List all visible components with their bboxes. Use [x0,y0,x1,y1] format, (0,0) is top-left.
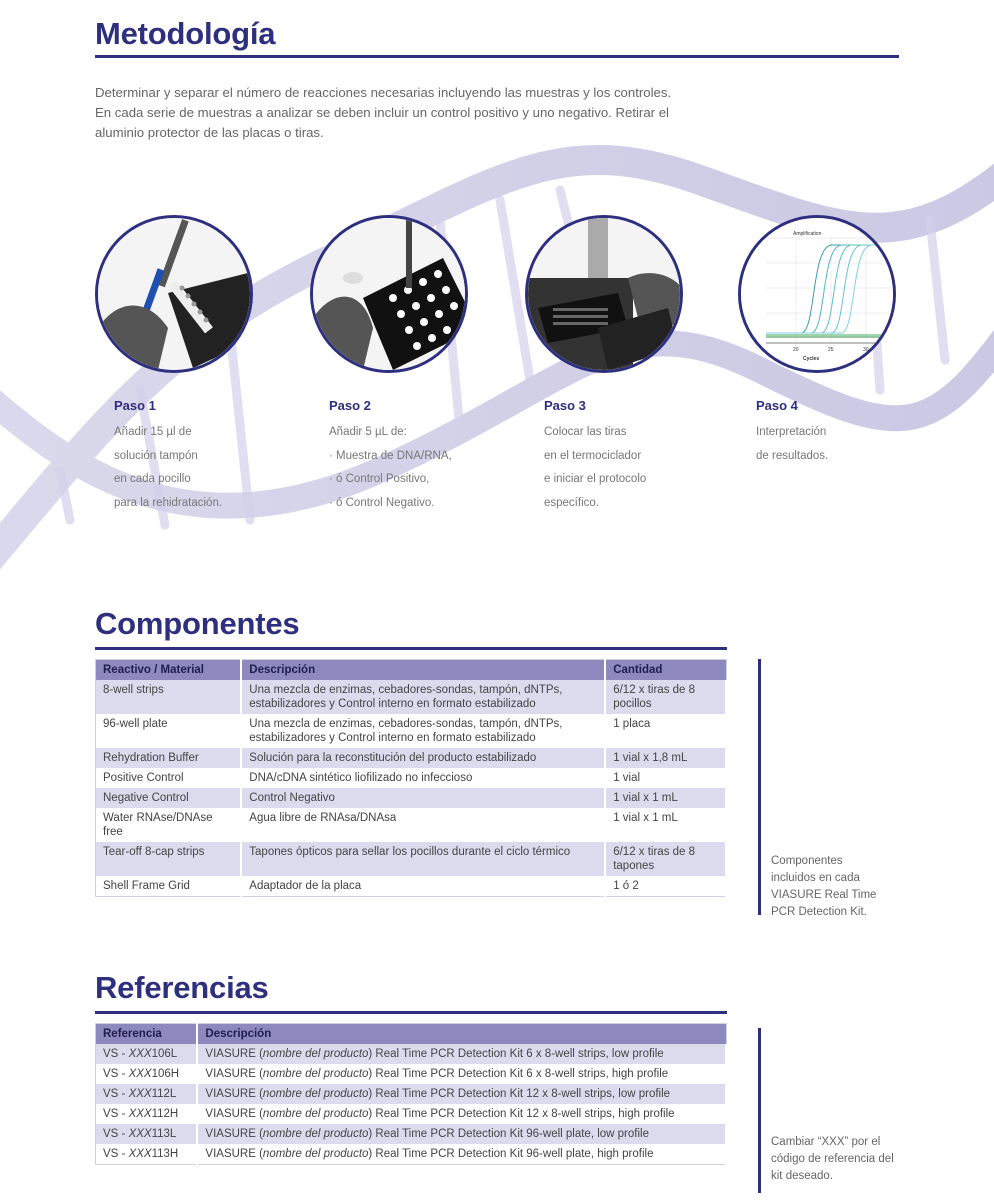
cell-referencia [96,1124,198,1144]
table-row [96,768,727,788]
cell-cantidad: 6/12 x tiras de 8 tapones [605,842,726,876]
ref-brand: VIASURE ( [205,1128,263,1140]
step2-illustration [310,215,468,373]
table-row [96,714,727,748]
step-title: Paso 3 [544,398,586,413]
ref-product: nombre del producto [262,1108,369,1120]
chart-xlabel: Cycles [803,356,820,362]
step-title: Paso 2 [329,398,371,413]
table-row [96,788,727,808]
cell-referencia [96,1104,198,1124]
componentes-rule [95,647,727,650]
ref-code: XXX [128,1068,152,1080]
cell-descripcion: Solución para la reconstitución del producto estabilizado [241,748,605,768]
ref-prefix: VS - [103,1128,129,1140]
cell-referencia [96,1044,198,1064]
referencias-rule [95,1011,727,1014]
componentes-table [95,659,727,897]
cell-reactivo: Rehydration Buffer [96,748,242,768]
cell-descripcion: Una mezcla de enzimas, cebadores-sondas, tampón, dNTPs, estabilizadores y Control interno en formato estabilizado [241,680,605,714]
cell-reactivo: Shell Frame Grid [96,876,242,897]
intro-line: Determinar y separar el número de reacciones necesarias incluyendo las muestras y los controles. [95,85,672,100]
table-row [96,1144,727,1165]
ref-suffix: 106H [151,1068,180,1080]
step-line: para la rehidratación. [114,496,223,509]
ref-suffix: 106L [151,1048,178,1060]
cell-referencia [96,1144,198,1165]
step-line: · Muestra de DNA/RNA, [329,449,452,462]
step-line: de resultados. [756,449,829,462]
cell-descripcion [197,1104,726,1124]
cell-descripcion [197,1064,726,1084]
step-2 [329,398,499,515]
cell-referencia [96,1084,198,1104]
thermocycler-icon [528,218,680,370]
cell-reactivo: Negative Control [96,788,242,808]
intro-line: aluminio protector de las placas o tiras. [95,125,324,140]
cell-descripcion: Agua libre de RNAsa/DNAsa [241,808,605,842]
cell-descripcion [197,1044,726,1064]
column-header: Descripción [241,660,605,681]
cell-cantidad: 1 ó 2 [605,876,726,897]
ref-code: XXX [128,1088,152,1100]
referencias-table [95,1023,727,1165]
ref-product: nombre del producto [262,1068,369,1080]
step-3 [544,398,714,515]
metodologia-intro [95,83,745,143]
chart-tick: 30 [863,347,869,353]
step-1 [114,398,284,515]
ref-code: XXX [128,1108,152,1120]
ref-suffix: 112L [151,1088,177,1100]
ref-product: nombre del producto [262,1048,369,1060]
step-line: Colocar las tiras [544,426,627,438]
ref-prefix: VS - [103,1088,129,1100]
cell-reactivo: Water RNAse/DNAse free [96,808,242,842]
amplification-chart-icon [741,218,893,370]
column-header: Descripción [197,1024,726,1045]
ref-desc: ) Real Time PCR Detection Kit 12 x 8-well strips, high profile [368,1108,675,1120]
cell-descripcion: Adaptador de la placa [241,876,605,897]
cell-descripcion: Tapones ópticos para sellar los pocillos durante el ciclo térmico [241,842,605,876]
table-row [96,1044,727,1064]
column-header: Reactivo / Material [96,660,242,681]
plate-wells-icon [313,218,465,370]
cell-descripcion: Una mezcla de enzimas, cebadores-sondas, tampón, dNTPs, estabilizadores y Control interno en formato estabilizado [241,714,605,748]
ref-code: XXX [128,1128,152,1140]
cell-descripcion: Control Negativo [241,788,605,808]
componentes-title: Componentes [95,606,300,641]
step3-illustration [525,215,683,373]
step-line: Añadir 15 µl de [114,426,192,438]
step-line: solución tampón [114,449,198,462]
step-title: Paso 4 [756,398,798,413]
ref-prefix: VS - [103,1148,129,1160]
step-line: e iniciar el protocolo [544,473,647,485]
ref-desc: ) Real Time PCR Detection Kit 6 x 8-well strips, low profile [368,1048,664,1060]
cell-cantidad: 1 vial x 1 mL [605,788,726,808]
table-row [96,842,727,876]
ref-suffix: 113L [151,1128,177,1140]
ref-brand: VIASURE ( [205,1048,263,1060]
step-line: Interpretación [756,426,827,438]
ref-desc: ) Real Time PCR Detection Kit 12 x 8-well strips, low profile [368,1088,671,1100]
ref-brand: VIASURE ( [205,1068,263,1080]
cell-cantidad: 1 placa [605,714,726,748]
ref-code: XXX [128,1048,152,1060]
ref-code: XXX [128,1148,152,1160]
cell-reactivo: Positive Control [96,768,242,788]
table-row [96,748,727,768]
ref-prefix: VS - [103,1048,129,1060]
ref-suffix: 113H [151,1148,179,1160]
step1-illustration [95,215,253,373]
step-line: Añadir 5 µL de: [329,426,407,438]
ref-product: nombre del producto [262,1088,369,1100]
ref-prefix: VS - [103,1068,129,1080]
ref-desc: ) Real Time PCR Detection Kit 6 x 8-well strips, high profile [368,1068,669,1080]
cell-reactivo: Tear-off 8-cap strips [96,842,242,876]
cell-descripcion [197,1124,726,1144]
table-row [96,876,727,897]
referencias-side-note: Cambiar “XXX” por el código de referencia del kit deseado. [771,1136,894,1182]
cell-descripcion [197,1144,726,1165]
cell-reactivo: 96-well plate [96,714,242,748]
chart-tick: 20 [793,347,799,353]
step-4 [756,398,926,468]
componentes-side-bar [758,659,761,915]
componentes-side-note: Componentes incluidos en cada VIASURE Real Time PCR Detection Kit. [771,855,877,918]
ref-desc: ) Real Time PCR Detection Kit 96-well plate, high profile [368,1148,654,1160]
ref-product: nombre del producto [262,1148,369,1160]
cell-cantidad: 1 vial x 1,8 mL [605,748,726,768]
ref-suffix: 112H [151,1108,179,1120]
step-line: · ó Control Positivo, [329,473,430,485]
step-line: en cada pocillo [114,473,191,485]
metodologia-title: Metodología [95,16,276,51]
table-row [96,1124,727,1144]
table-row [96,808,727,842]
intro-line: En cada serie de muestras a analizar se deben incluir un control positivo y uno negativo. Retirar el [95,105,669,120]
cell-cantidad: 6/12 x tiras de 8 pocillos [605,680,726,714]
table-row [96,1084,727,1104]
table-row [96,1104,727,1124]
table-header-row [96,1024,727,1045]
ref-desc: ) Real Time PCR Detection Kit 96-well plate, low profile [368,1128,649,1140]
referencias-side-bar [758,1028,761,1193]
pipette-strip-icon [98,218,250,370]
step-line: · ó Control Negativo. [329,496,435,509]
ref-brand: VIASURE ( [205,1088,263,1100]
ref-product: nombre del producto [262,1128,369,1140]
chart-title: Amplification [793,231,822,237]
step-line: en el termociclador [544,449,642,462]
step-title: Paso 1 [114,398,156,413]
cell-reactivo: 8-well strips [96,680,242,714]
chart-tick: 25 [828,347,834,353]
metodologia-rule [95,55,899,58]
cell-cantidad: 1 vial x 1 mL [605,808,726,842]
cell-descripcion [197,1084,726,1104]
ref-brand: VIASURE ( [205,1108,263,1120]
table-row [96,1064,727,1084]
ref-prefix: VS - [103,1108,129,1120]
column-header: Cantidad [605,660,726,681]
cell-referencia [96,1064,198,1084]
table-header-row [96,660,727,681]
referencias-title: Referencias [95,970,269,1005]
step-line: específico. [544,496,599,509]
cell-descripcion: DNA/cDNA sintético liofilizado no infeccioso [241,768,605,788]
ref-brand: VIASURE ( [205,1148,263,1160]
column-header: Referencia [96,1024,198,1045]
table-row [96,680,727,714]
step4-illustration [738,215,896,373]
cell-cantidad: 1 vial [605,768,726,788]
